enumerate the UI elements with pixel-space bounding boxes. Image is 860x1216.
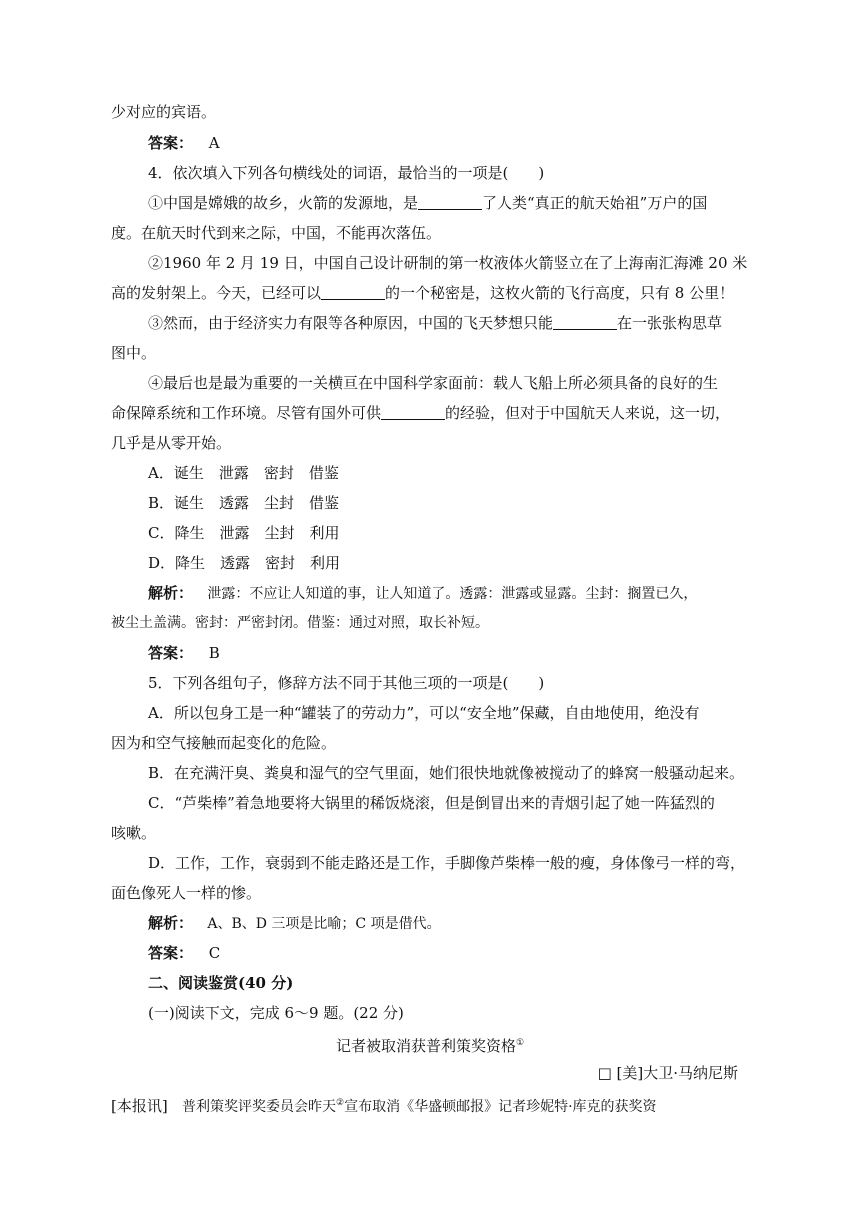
text-line: 几乎是从零开始。: [111, 434, 232, 452]
explanation-label: 解析：: [148, 584, 194, 602]
text-line: 因为和空气接触而起变化的危险。: [111, 734, 337, 752]
explanation-text: A、B、D 三项是比喻；C 项是借代。: [207, 916, 441, 932]
lead-text: 普利策奖评奖委员会昨天: [182, 1099, 337, 1115]
answer-value: B: [208, 644, 220, 662]
text-span: ①中国是嫦娥的故乡，火箭的发源地，是: [148, 194, 419, 212]
answer-label: 答案：: [148, 644, 194, 662]
option-c: C．“芦柴棒”着急地要将大锅里的稀饭烧滚，但是倒冒出来的青烟引起了她一阵猛烈的: [148, 794, 715, 812]
text-line: [111, 403, 730, 423]
answer-label: 答案：: [148, 944, 194, 962]
question-4-sentence-4: ④最后也是最为重要的一关横亘在中国科学家面前：载人飞船上所必须具备的良好的生: [148, 374, 719, 392]
text-line: 度。在航天时代到来之际，中国，不能再次落伍。: [111, 224, 442, 242]
option-d: D．降生 透露 密封 利用: [148, 554, 341, 572]
article-author: □ [美]大卫·马纳尼斯: [597, 1064, 738, 1082]
section-heading: 二、阅读鉴赏(40 分): [148, 974, 294, 992]
explanation-line: [148, 913, 441, 934]
text-line: 咳嗽。: [111, 824, 157, 842]
lead-text: 宣布取消《华盛顿邮报》记者珍妮特·库克的获奖资: [344, 1099, 657, 1115]
text-line: [111, 283, 734, 303]
title-text: 记者被取消获普利策奖资格: [335, 1037, 516, 1055]
answer-line: [148, 643, 220, 663]
text-line: 少对应的宾语。: [111, 103, 217, 121]
question-4-sentence-3: [148, 313, 722, 333]
question-4-sentence-2: ②1960 年 2 月 19 日，中国自己设计研制的第一枚液体火箭竖立在了上海南汇海滩 20 米: [148, 254, 748, 272]
footnote-marker: ②: [336, 1098, 345, 1108]
text-span: 命保障系统和工作环境。尽管有国外可供: [111, 404, 382, 422]
fill-blank: [321, 285, 385, 300]
answer-value: C: [208, 944, 221, 962]
question-4-stem: 4．依次填入下列各句横线处的词语，最恰当的一项是( ): [148, 164, 545, 182]
footnote-marker: ①: [515, 1038, 525, 1048]
answer-label: 答案：: [148, 134, 194, 152]
fill-blank: [553, 315, 617, 330]
option-d: D．工作，工作，衰弱到不能走路还是工作，手脚像芦柴棒一般的瘦，身体像弓一样的弯，: [148, 854, 746, 872]
subsection-heading: (一)阅读下文，完成 6～9 题。(22 分): [148, 1004, 404, 1022]
fill-blank: [381, 405, 445, 420]
option-b: B．诞生 透露 尘封 借鉴: [148, 494, 340, 512]
question-4-sentence-1: [148, 193, 707, 213]
article-lead: [111, 1093, 657, 1117]
option-c: C．降生 泄露 尘封 利用: [148, 524, 340, 542]
fill-blank: [418, 195, 482, 210]
text-span: 的一个秘密是，这枚火箭的飞行高度，只有 8 公里！: [385, 284, 735, 302]
text-line: 面色像死人一样的惨。: [111, 884, 262, 902]
text-line: 图中。: [111, 344, 157, 362]
option-a: A．诞生 泄露 密封 借鉴: [148, 464, 339, 482]
answer-value: A: [208, 134, 220, 152]
lead-label: [本报讯]: [111, 1097, 168, 1115]
explanation-text: 泄露：不应让人知道的事，让人知道了。透露：泄露或显露。尘封：搁置已久，: [207, 586, 698, 602]
explanation-text: 被尘土盖满。密封：严密封闭。借鉴：通过对照，取长补短。: [111, 615, 489, 631]
answer-line: [148, 943, 220, 963]
text-span: 高的发射架上。今天，已经可以: [111, 284, 322, 302]
text-span: 了人类“真正的航天始祖”万户的国: [482, 194, 708, 212]
text-span: 的经验，但对于中国航天人来说，这一切，: [445, 404, 731, 422]
explanation-label: 解析：: [148, 914, 194, 932]
text-span: ③然而，由于经济实力有限等各种原因，中国的飞天梦想只能: [148, 314, 554, 332]
answer-line: [148, 133, 220, 153]
text-span: 在一张张构思草: [617, 314, 723, 332]
article-title: [0, 1033, 860, 1056]
option-b: B．在充满汗臭、粪臭和湿气的空气里面，她们很快地就像被搅动了的蜂窝一般骚动起来。: [148, 764, 745, 782]
option-a: A．所以包身工是一种“罐装了的劳动力”，可以“安全地”保藏，自由地使用，绝没有: [148, 704, 700, 722]
explanation-line: [148, 583, 697, 604]
question-5-stem: 5．下列各组句子，修辞方法不同于其他三项的一项是( ): [148, 674, 545, 692]
